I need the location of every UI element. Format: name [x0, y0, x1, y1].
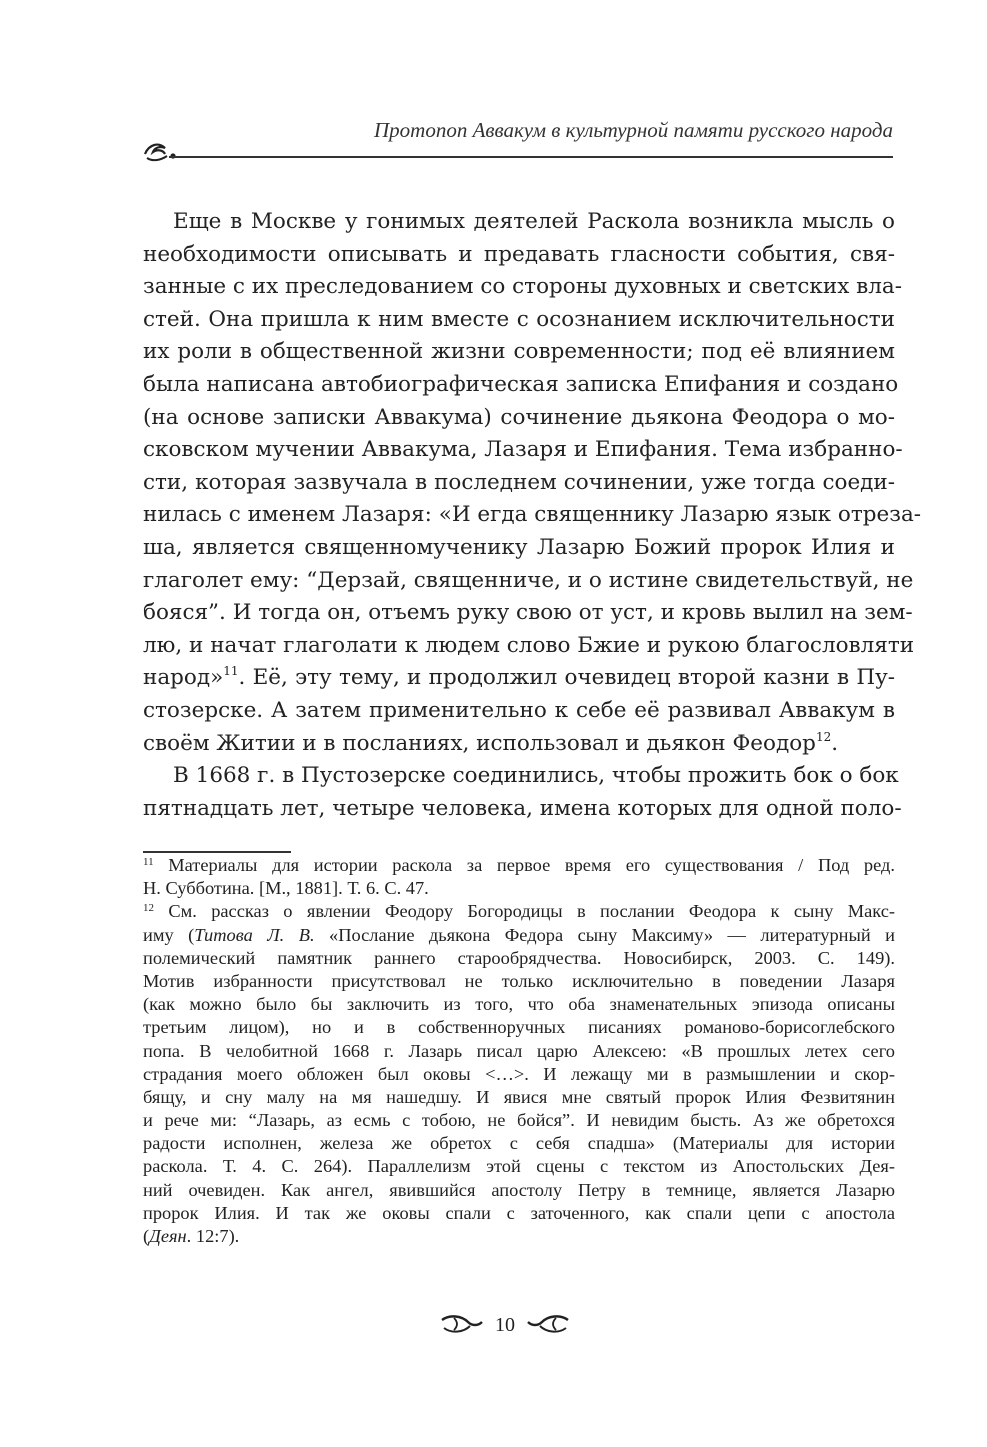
footnote-text: иму (: [143, 924, 195, 945]
bible-reference: Деян: [149, 1226, 187, 1246]
footnote-line: и рече ми: “Лазарь, аз есмь с тобою, не бойся”. И невидим бысть. Аз же обретохся: [143, 1110, 895, 1131]
text-line: их роли в общественной жизни современности; под её влиянием: [143, 339, 895, 365]
footnote-text: «Послание дьякона Федора сыну Максиму» — литературный и: [314, 924, 895, 945]
text-fragment: народ»: [143, 665, 224, 691]
footnote-line: [143, 900, 895, 923]
text-line: Еще в Москве у гонимых деятелей Раскола возникла мысль о: [173, 209, 895, 234]
footnote-line: [143, 924, 895, 947]
footnote-text: Материалы для истории раскола за первое время его существования / Под ред.: [153, 855, 895, 875]
footnote-line: бящу, и сну малу на мя нашедшу. И явися мне святый пророк Илия Фезвитянин: [143, 1086, 895, 1107]
footnote-line: полемический памятник раннего старообрядчества. Новосибирск, 2003. С. 149).: [143, 947, 895, 968]
right-flourish-icon: [526, 1312, 570, 1336]
footnote-line: пророк Илия. И так же оковы спали с заточенного, как спали цепи с апостола: [143, 1202, 895, 1223]
text-fragment: .: [831, 730, 839, 756]
footnote-line: попа. В челобитной 1668 г. Лазарь писал царю Алексею: «В прошлых летех сего: [143, 1040, 895, 1061]
footnote-ref-12[interactable]: 12: [815, 729, 832, 744]
text-line: глаголет ему: “Дерзай, священниче, и о истине свидетельствуй, не: [143, 567, 914, 593]
text-fragment: . Её, эту тему, и продолжил очевидец второй казни в Пу-: [238, 665, 895, 691]
left-flourish-icon: [440, 1312, 484, 1336]
footnote-number-11: 11: [143, 856, 154, 868]
footnote-rule: [143, 851, 291, 853]
footnote-line: Мотив избранности присутствовал не только исключительно в поведении Лазаря: [143, 970, 895, 991]
header-rule: [169, 156, 893, 158]
footnotes: [143, 854, 895, 1248]
footnote-text: См. рассказ о явлении Феодору Богородицы в послании Феодора к сыну Макс-: [154, 901, 895, 922]
text-line: бояся”. И тогда он, отъемъ руку свою от уст, и кровь вылил на зем-: [143, 600, 913, 626]
footnote-number-12: 12: [143, 902, 154, 915]
footnote-line: раскола. Т. 4. С. 264). Параллелизм этой сцены с текстом из Апостольских Дея-: [143, 1156, 895, 1177]
text-line: сти, которая зазвучала в последнем сочинении, уже тогда соеди-: [143, 469, 895, 495]
running-title: Протопоп Аввакум в культурной памяти русского народа: [373, 118, 893, 142]
text-line: сковском мучении Аввакума, Лазаря и Епифания. Тема избранно-: [143, 437, 903, 463]
text-line: лю, и начат глаголати к людем слово Бжие и рукою благословляти: [143, 632, 915, 658]
text-line: ша, является священномученику Лазарю Божий пророк Илия и: [143, 534, 895, 560]
text-line: [143, 728, 895, 761]
text-line: (на основе записки Аввакума) сочинение дьякона Феодора о мо-: [143, 404, 895, 430]
footnote-text: (: [143, 1226, 150, 1246]
footnote-line: Н. Субботина. [М., 1881]. Т. 6. С. 47.: [143, 878, 429, 899]
text-fragment: своём Житии и в посланиях, использовал и дьякон Феодор: [143, 730, 816, 756]
footnote-line: (как можно было бы заключить из того, что оба знаменательных эпизода описаны: [143, 994, 895, 1015]
text-line: была написана автобиографическая записка Епифания и создано: [143, 371, 899, 397]
running-header: [143, 110, 893, 162]
page-footer: [440, 1306, 570, 1346]
footnote-text: . 12:7).: [186, 1226, 240, 1246]
body-text: [143, 206, 922, 825]
text-line: В 1668 г. в Пустозерске соединились, чтобы прожить бок о бок: [173, 763, 899, 789]
footnote-line: страдания моего обложен был оковы <…>. И лежащу ми в размышлении и скор-: [143, 1063, 895, 1084]
flourish-ornament-icon: [143, 136, 183, 162]
footnote-line: [143, 854, 895, 877]
text-line: [143, 662, 895, 695]
footnote-ref-11[interactable]: 11: [223, 664, 239, 679]
text-line: необходимости описывать и предавать гласности события, свя-: [143, 241, 895, 267]
page-number: 10: [495, 1314, 515, 1336]
text-line: нилась с именем Лазаря: «И егда священнику Лазарю язык отреза-: [143, 502, 922, 528]
text-line: стей. Она пришла к ним вместе с осознанием исключительности: [143, 306, 895, 332]
text-line: стозерске. А затем применительно к себе её развивал Аввакум в: [143, 697, 895, 723]
footnote-line: радости исполнен, железа же обретох с себя спадша» (Материалы для истории: [143, 1133, 895, 1154]
author-name: Титова Л. В.: [194, 924, 315, 945]
footnote-line: третьим лицом), но и в собственноручных писаниях романово-борисоглебского: [143, 1017, 895, 1038]
text-line: занные с их преследованием со стороны духовных и светских вла-: [143, 274, 903, 300]
text-line: пятнадцать лет, четыре человека, имена которых для одной поло-: [143, 795, 902, 821]
footnote-line: ний очевиден. Как ангел, явившийся апостолу Петру в темнице, является Лазарю: [143, 1179, 895, 1200]
footnote-line: [143, 1225, 895, 1248]
